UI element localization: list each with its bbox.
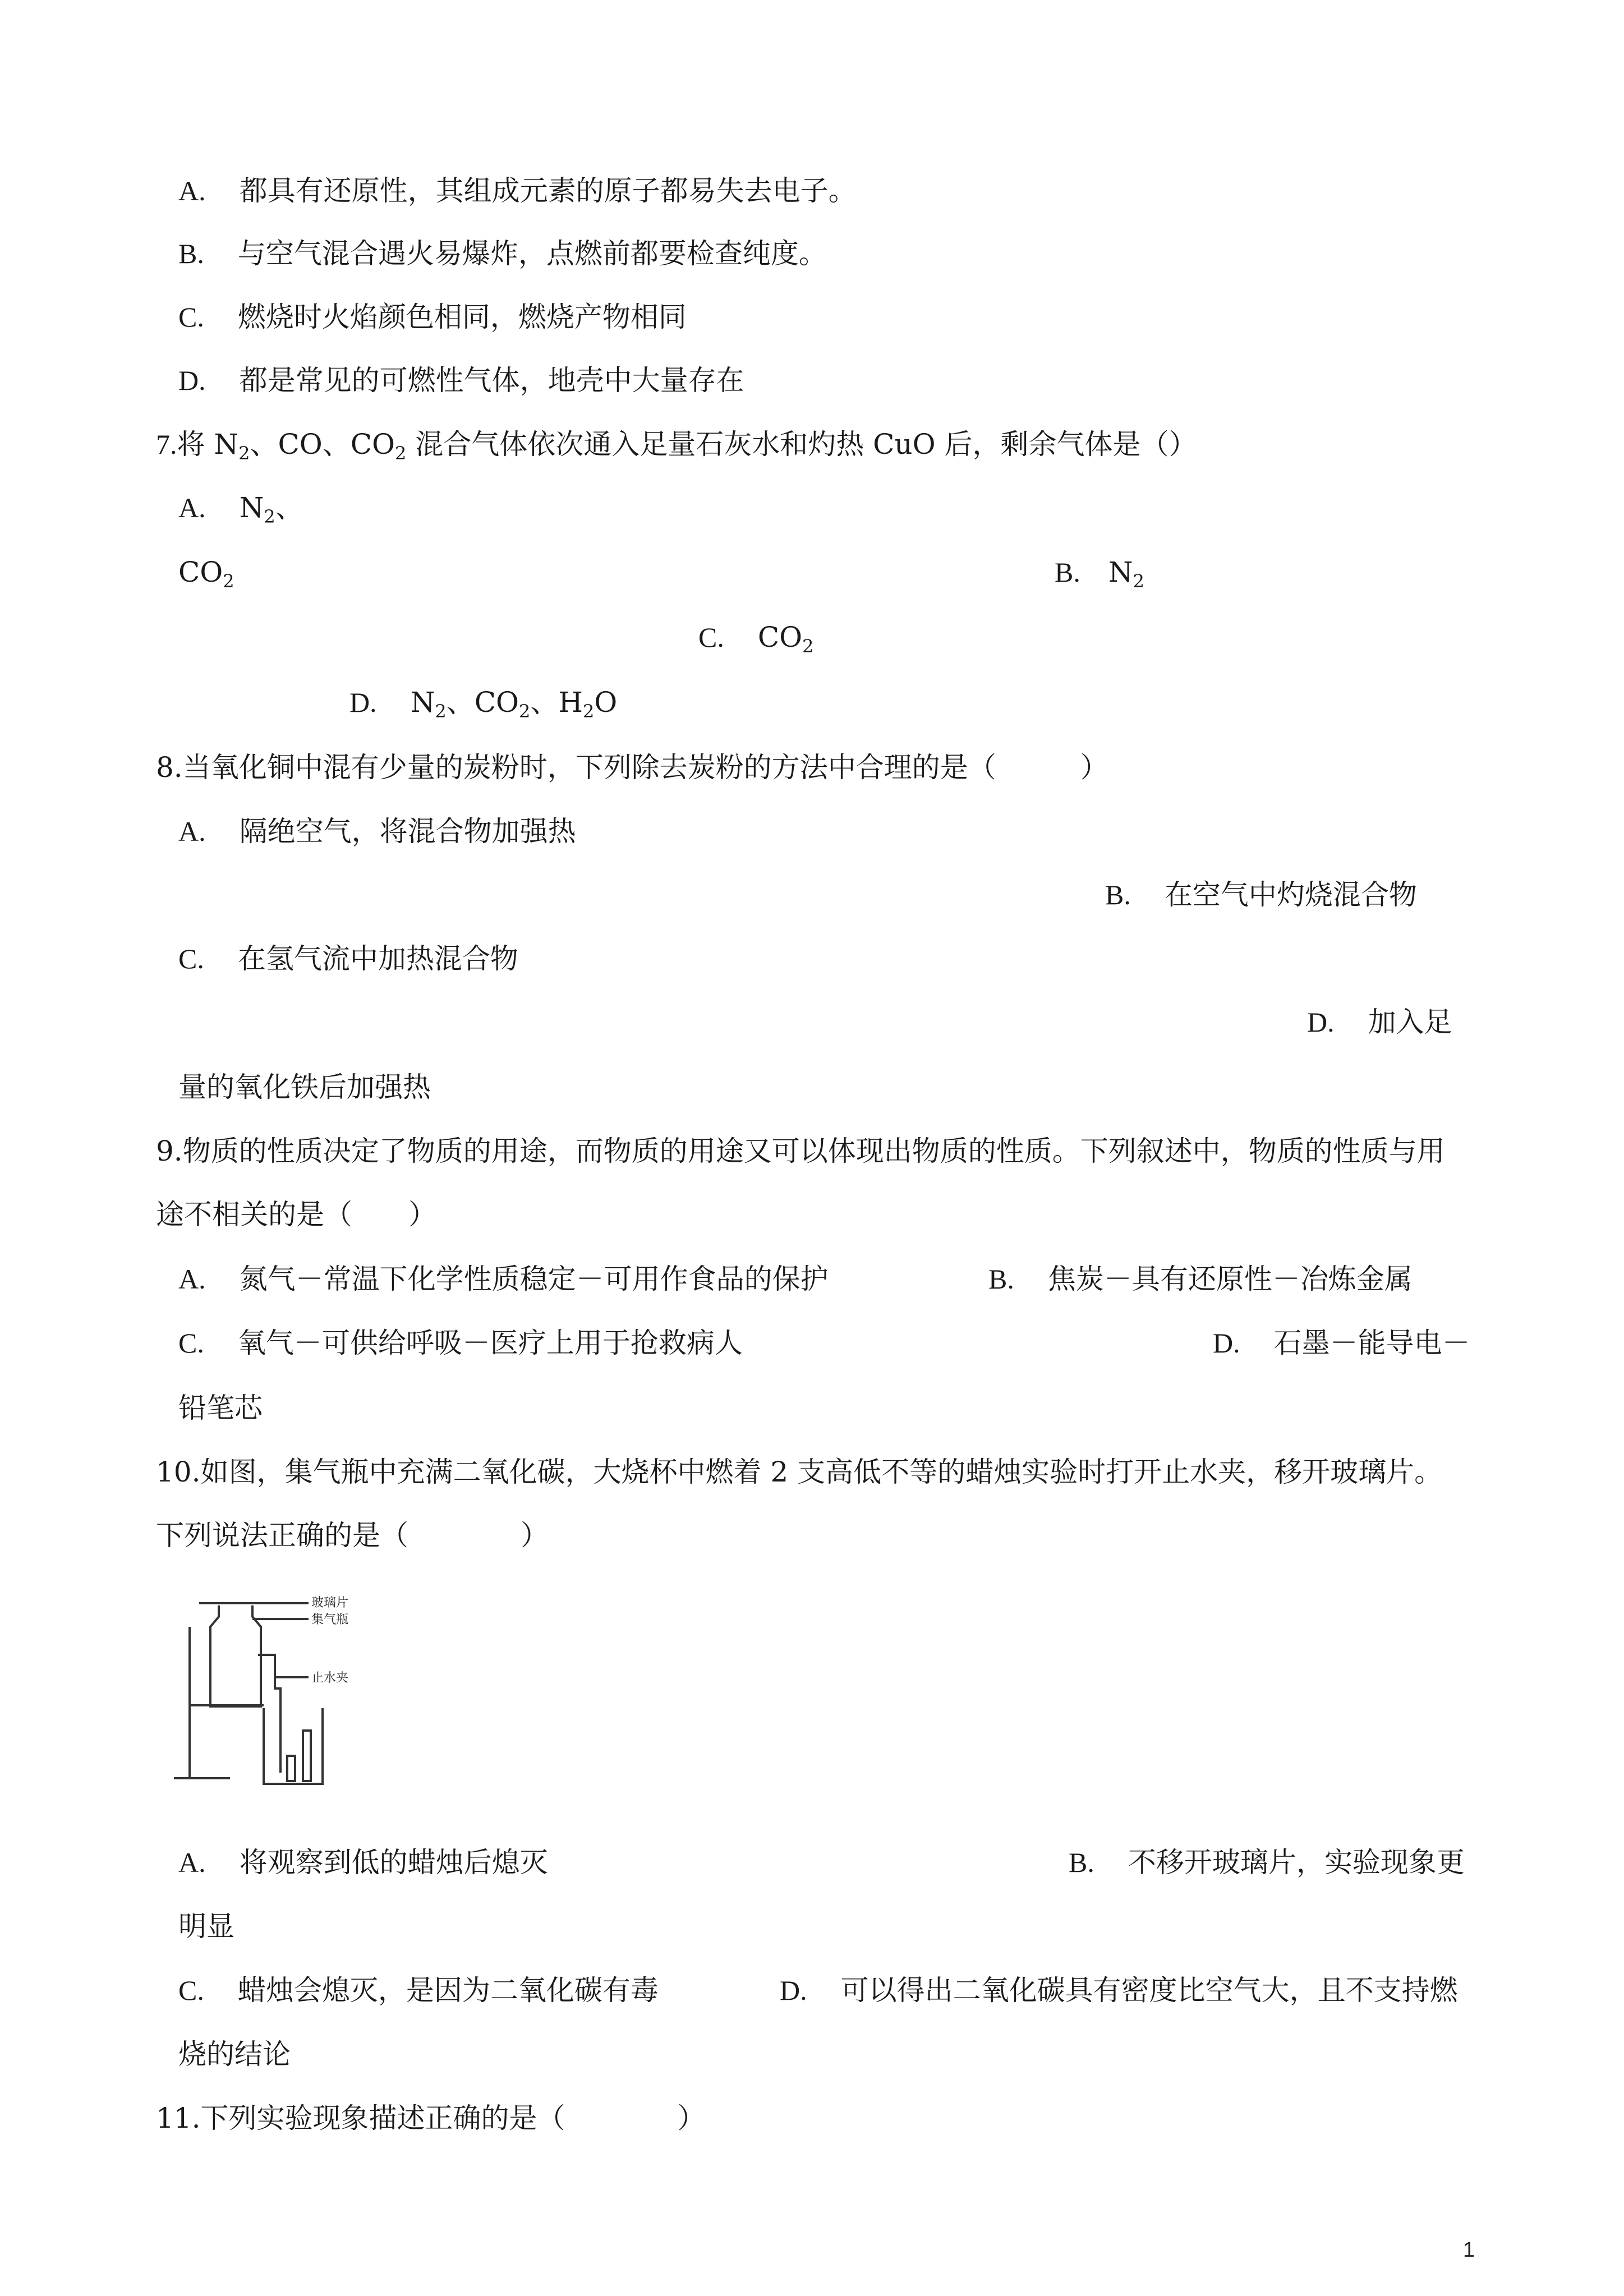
q7-option-b	[1055, 554, 1144, 590]
q9-option-a	[178, 1261, 829, 1297]
q9-stem	[156, 1133, 1445, 1169]
subscript: 2	[1133, 570, 1144, 592]
option-text: 可以得出二氧化碳具有密度比空气大，且不支持燃	[840, 1974, 1458, 2007]
q10-stem	[156, 1454, 1442, 1490]
option-label: B.	[1105, 879, 1131, 910]
q6-option-d	[178, 362, 744, 398]
q6-option-a	[178, 173, 857, 209]
option-text: 明显	[178, 1910, 234, 1943]
subscript: 2	[435, 701, 447, 722]
option-label: B.	[1069, 1847, 1094, 1878]
option-label: B.	[178, 238, 204, 269]
subscript: 2	[223, 570, 234, 592]
option-text: CO	[178, 556, 223, 588]
option-label: C.	[178, 943, 204, 974]
option-text: 在氢气流中加热混合物	[237, 942, 518, 975]
q10-option-b-continued	[178, 1908, 234, 1944]
subscript: 2	[264, 506, 275, 527]
option-label: C.	[178, 1975, 204, 2006]
stem-part: 将 N	[177, 428, 239, 461]
q9-option-c	[178, 1325, 743, 1361]
q6-option-b	[178, 236, 827, 272]
option-label: A.	[178, 1847, 206, 1878]
question-stem: 8.当氧化铜中混有少量的炭粉时，下列除去炭粉的方法中合理的是（ ）	[156, 751, 1108, 784]
option-text: 烧的结论	[178, 2038, 291, 2070]
q8-stem	[156, 749, 1108, 785]
option-text: 蜡烛会熄灭，是因为二氧化碳有毒	[237, 1974, 659, 2007]
option-text: CO	[757, 621, 803, 654]
option-text: 铅笔芯	[178, 1392, 263, 1424]
option-label: D.	[1307, 1006, 1335, 1038]
q8-option-a	[178, 813, 576, 849]
q7-option-d	[349, 684, 617, 720]
q9-option-d	[1213, 1325, 1470, 1361]
q9-option-b	[988, 1261, 1413, 1297]
option-text: 在空气中灼烧混合物	[1164, 878, 1417, 911]
q9-option-d-continued	[178, 1390, 263, 1426]
option-text: 将观察到低的蜡烛后熄灭	[239, 1846, 548, 1879]
option-text: 与空气混合遇火易爆炸，点燃前都要检查纯度。	[237, 237, 827, 270]
option-text: 都具有还原性，其组成元素的原子都易失去电子。	[239, 174, 857, 207]
option-text: N	[239, 491, 264, 524]
option-text: 都是常见的可燃性气体，地壳中大量存在	[239, 364, 744, 397]
option-text: N	[410, 686, 435, 719]
candle-low	[287, 1756, 295, 1781]
option-text: 氧气－可供给呼吸－医疗上用于抢救病人	[237, 1327, 743, 1359]
page-number: 1	[1463, 2238, 1475, 2262]
q10-option-d-continued	[178, 2036, 291, 2072]
question-number: 7.	[156, 429, 177, 460]
option-text: 加入足	[1368, 1006, 1452, 1038]
q10-option-b	[1069, 1844, 1465, 1880]
option-label: D.	[780, 1975, 807, 2006]
beaker	[264, 1708, 323, 1784]
candle-high	[303, 1731, 311, 1781]
option-label: A.	[178, 1263, 206, 1295]
option-label: A.	[178, 816, 206, 847]
option-text: 隔绝空气，将混合物加强热	[239, 815, 576, 848]
q8-option-b	[1105, 877, 1417, 913]
subscript: 2	[395, 443, 407, 464]
question-stem: 9.物质的性质决定了物质的用途，而物质的用途又可以体现出物质的性质。下列叙述中，物质的性质与用	[156, 1135, 1445, 1167]
option-label: C.	[178, 301, 204, 333]
q10-option-c	[178, 1972, 659, 2008]
option-label: D.	[1213, 1327, 1240, 1359]
question-stem: 途不相关的是（ ）	[156, 1198, 436, 1231]
option-text: 、CO	[446, 686, 519, 719]
q8-option-c	[178, 941, 518, 977]
q10-option-d	[780, 1972, 1458, 2008]
option-label: B.	[988, 1263, 1014, 1295]
option-label: C.	[178, 1327, 204, 1359]
option-text: N	[1108, 556, 1133, 588]
option-text: 、H	[530, 686, 583, 719]
subscript: 2	[582, 701, 595, 722]
option-text: 、	[275, 491, 303, 524]
question-stem: 下列说法正确的是（ ）	[156, 1519, 549, 1552]
q9-stem-continued	[156, 1197, 436, 1232]
option-label: A.	[178, 175, 206, 206]
stem-part: 、CO、CO	[250, 428, 395, 461]
option-label: A.	[178, 492, 206, 523]
option-label: C.	[698, 622, 724, 653]
question-stem: 11.下列实验现象描述正确的是（ ）	[156, 2102, 706, 2134]
option-text: 氮气－常温下化学性质稳定－可用作食品的保护	[239, 1263, 829, 1295]
q10-option-a	[178, 1844, 548, 1880]
q10-stem-continued	[156, 1517, 549, 1553]
stem-part: 混合气体依次通入足量石灰水和灼热 CuO 后，剩余气体是（）	[406, 428, 1197, 461]
q7-option-a-continued	[178, 554, 234, 590]
q8-option-d-continued	[178, 1069, 431, 1105]
option-text: 燃烧时火焰颜色相同，燃烧产物相同	[237, 301, 687, 333]
question-stem: 10.如图，集气瓶中充满二氧化碳，大烧杯中燃着 2 支高低不等的蜡烛实验时打开止水夹，移开玻璃片。	[156, 1456, 1443, 1488]
q7-stem	[156, 426, 1197, 462]
experiment-figure	[168, 1588, 482, 1795]
subscript: 2	[802, 636, 814, 657]
subscript: 2	[238, 443, 250, 464]
q6-option-c	[178, 299, 687, 335]
q8-option-d	[1307, 1004, 1452, 1040]
option-text: 量的氧化铁后加强热	[178, 1071, 431, 1103]
label-gas-bottle: 集气瓶	[311, 1613, 349, 1627]
option-label: B.	[1055, 556, 1080, 588]
q7-option-a	[178, 490, 303, 526]
option-text: 石墨－能导电－	[1273, 1327, 1470, 1359]
q7-option-c	[698, 619, 813, 655]
label-glass-plate: 玻璃片	[311, 1596, 349, 1610]
option-label: D.	[178, 365, 206, 396]
subscript: 2	[518, 701, 531, 722]
label-water-clamp: 止水夹	[311, 1671, 349, 1685]
option-text: 焦炭－具有还原性－冶炼金属	[1047, 1263, 1413, 1295]
option-label: D.	[349, 687, 377, 718]
q11-stem	[156, 2100, 706, 2136]
option-text: 不移开玻璃片，实验现象更	[1128, 1846, 1465, 1879]
option-text: O	[594, 686, 618, 719]
gas-bottle	[210, 1605, 261, 1706]
